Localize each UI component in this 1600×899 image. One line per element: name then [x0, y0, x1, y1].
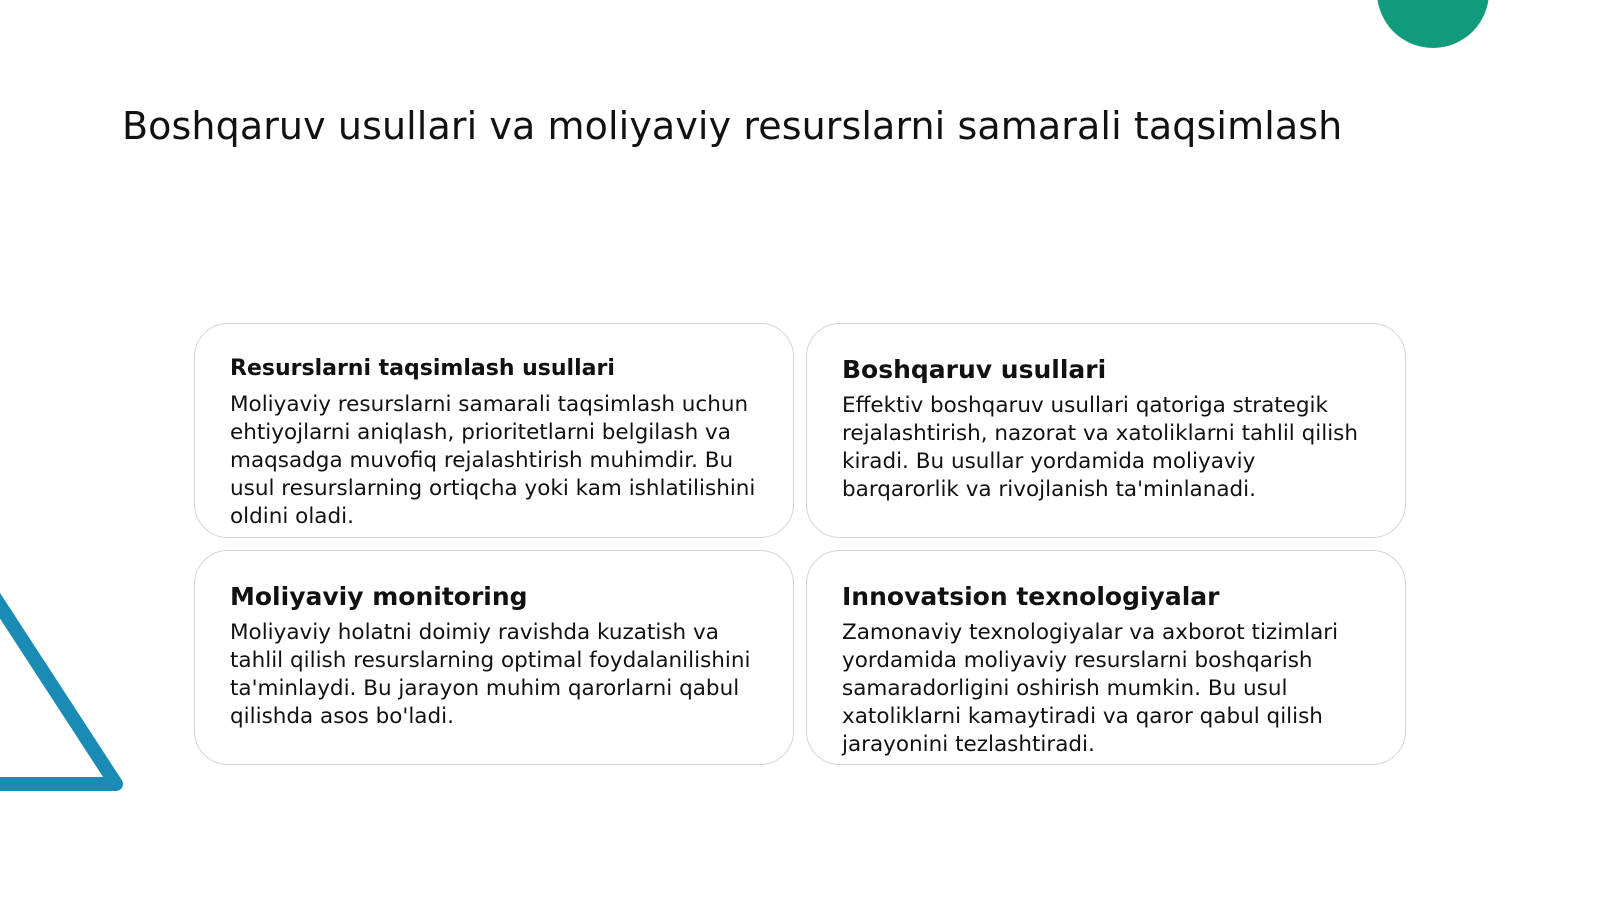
card-heading: Boshqaruv usullari: [842, 355, 1107, 384]
card-financial-monitoring: [194, 550, 794, 765]
card-body: Zamonaviy texnologiyalar va axborot tizimlari yordamida moliyaviy resurslarni boshqarish samaradorligini oshirish mumkin. Bu usul xatoliklarni kamaytiradi va qaror qabul qilish jarayonini tezlashtiradi.: [842, 620, 1339, 757]
card-heading: Resurslarni taqsimlash usullari: [230, 356, 615, 381]
card-body: Effektiv boshqaruv usullari qatoriga strategik rejalashtirish, nazorat va xatoliklarni tahlil qilish kiradi. Bu usullar yordamida moliyaviy barqarorlik va rivojlanish ta'minlanadi.: [842, 393, 1358, 502]
card-management-methods: [806, 323, 1406, 538]
card-heading: Moliyaviy monitoring: [230, 582, 528, 611]
card-innovative-technologies: [806, 550, 1406, 765]
decorative-triangle: [0, 560, 140, 820]
cards-grid: [194, 323, 1406, 765]
card-body: Moliyaviy resurslarni samarali taqsimlash uchun ehtiyojlarni aniqlash, prioritetlarni belgilash va maqsadga muvofiq rejalashtirish muhimdir. Bu usul resurslarning ortiqcha yoki kam ishlatilishini oldini oladi.: [230, 392, 756, 529]
card-body: Moliyaviy holatni doimiy ravishda kuzatish va tahlil qilish resurslarning optimal foydalanilishini ta'minlaydi. Bu jarayon muhim qarorlarni qabul qilishda asos bo'ladi.: [230, 620, 751, 729]
card-heading: Innovatsion texnologiyalar: [842, 582, 1220, 611]
decorative-circle: [1377, 0, 1489, 48]
card-resource-allocation: [194, 323, 794, 538]
slide-title: Boshqaruv usullari va moliyaviy resurslarni samarali taqsimlash: [122, 104, 1343, 148]
